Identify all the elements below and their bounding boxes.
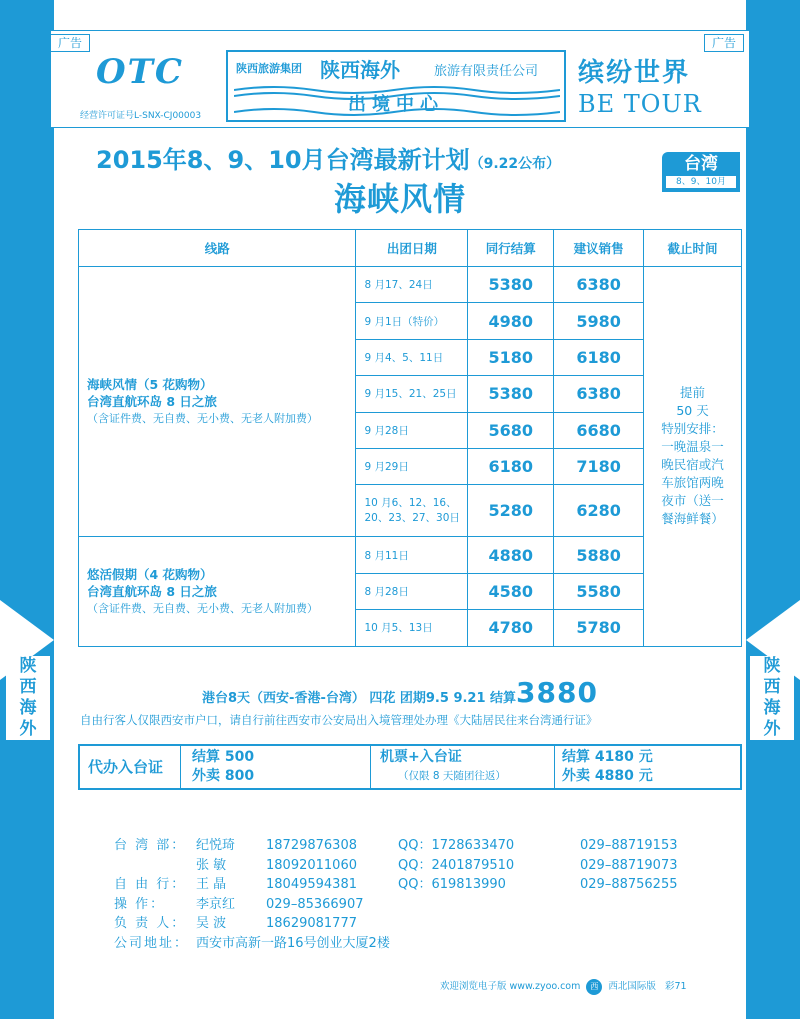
footer-logo-icon: 西	[586, 979, 602, 995]
footer-page-number: 彩71	[665, 981, 687, 992]
permit-divider	[370, 746, 371, 788]
retail-price: 5880	[554, 537, 644, 573]
group-name: 陕西旅游集团	[236, 62, 302, 75]
deadline-line: 车旅馆两晚	[661, 475, 724, 491]
contact-name: 王 晶	[196, 877, 227, 892]
departure-date: 8 月28日	[356, 573, 468, 609]
brand-name: 陕西海外	[320, 58, 400, 82]
trade-price: 5380	[468, 376, 554, 412]
title-date-note: （9.22公布）	[469, 156, 561, 172]
company-address: 西安市高新一路16号创业大厦2楼	[196, 935, 390, 951]
permit-price-block	[192, 748, 254, 786]
ad-tag-left: 广告	[50, 34, 90, 52]
route-1-cell	[79, 267, 356, 537]
departure-date: 9 月4、5、11日	[356, 339, 468, 375]
permit-box	[78, 744, 742, 790]
contact-name: 张 敏	[196, 857, 227, 873]
departure-date: 9 月28日	[356, 412, 468, 448]
header-route: 线路	[79, 230, 356, 267]
contact-name: 吴 波	[196, 916, 227, 931]
deadline-line: 夜市（送一	[661, 493, 724, 509]
retail-price: 7180	[554, 448, 644, 484]
permit-settle-price: 结算 500	[192, 749, 255, 765]
trade-price: 5680	[468, 412, 554, 448]
contact-qq: QQ：2401879510	[398, 857, 515, 873]
contact-qq: QQ：1728633470	[398, 838, 515, 853]
departure-date: 9 月15、21、25日	[356, 376, 468, 412]
permit-service-label: 代办入台证	[88, 758, 164, 776]
contact-tel: 029–88719073	[580, 857, 678, 873]
departure-date: 8 月17、24日	[356, 267, 468, 303]
departure-date: 9 月1日（特价）	[356, 303, 468, 339]
permit-sell-price: 外卖 800	[192, 768, 255, 784]
table-row	[79, 267, 742, 303]
deadline-cell	[644, 267, 742, 647]
header-deadline: 截止时间	[644, 230, 742, 267]
contact-phone: 18049594381	[266, 877, 357, 892]
page-subtitle: 海峡风情	[333, 180, 466, 218]
header-departure-date: 出团日期	[356, 230, 468, 267]
promo-text: 港台8天（西安-香港-台湾） 四花 团期9.5 9.21 结算	[202, 691, 517, 706]
route-1-tour: 台湾直航环岛 8 日之旅	[87, 394, 217, 410]
retail-price: 5780	[554, 610, 644, 646]
flight-permit-note: （仅限 8 天随团往返）	[398, 770, 506, 782]
route-1-note: （含证件费、无自费、无小费、无老人附加费）	[87, 412, 318, 426]
pricing-table	[78, 229, 742, 647]
route-1-name: 海峡风情（5 花购物）	[87, 377, 213, 393]
promo-price: 3880	[516, 676, 598, 709]
retail-price: 6380	[554, 376, 644, 412]
table-header-row	[79, 230, 742, 267]
trade-price: 5380	[468, 267, 554, 303]
contact-phone: 18092011060	[266, 857, 357, 873]
company-suffix: 旅游有限责任公司	[434, 64, 539, 79]
departure-date: 9 月29日	[356, 448, 468, 484]
trade-price: 4780	[468, 610, 554, 646]
page-title	[96, 140, 560, 175]
trade-price: 5180	[468, 339, 554, 375]
contact-label: 公司地址：	[114, 935, 190, 951]
retail-price: 6180	[554, 339, 644, 375]
departure-date-line: 10 月6、12、16、	[364, 496, 457, 509]
be-tour-english-logo: BE TOUR	[578, 90, 702, 118]
retail-price: 6280	[554, 485, 644, 537]
contact-tel: 029–88719153	[580, 838, 678, 853]
be-tour-chinese-logo: 缤纷世界	[578, 58, 691, 88]
region-badge-title: 台湾	[684, 154, 718, 174]
contact-name: 纪悦琦	[196, 838, 236, 853]
contact-phone: 18729876308	[266, 838, 357, 853]
ad-tag-right: 广告	[704, 34, 744, 52]
table-row	[79, 537, 742, 573]
flight-permit-sell-price: 外卖 4880 元	[562, 768, 653, 784]
header-trade-price: 同行结算	[468, 230, 554, 267]
promo-line	[0, 676, 800, 709]
trade-price: 4580	[468, 573, 554, 609]
retail-price: 6380	[554, 267, 644, 303]
company-logo-box	[226, 50, 566, 122]
departure-date	[356, 485, 468, 537]
right-blue-band	[746, 0, 800, 1019]
contact-phone: 029–85366907	[266, 896, 364, 912]
deadline-line: 一晚温泉一	[661, 439, 724, 455]
flight-permit-price-block	[562, 748, 653, 786]
retail-price: 6680	[554, 412, 644, 448]
title-main: 2015年8、9、10月台湾最新计划	[96, 146, 470, 174]
contact-tel: 029–88756255	[580, 877, 678, 892]
header-retail-price: 建议销售	[554, 230, 644, 267]
contact-label: 台 湾 部：	[114, 838, 187, 853]
permit-divider	[180, 746, 181, 788]
permit-divider	[554, 746, 555, 788]
retail-price: 5580	[554, 573, 644, 609]
left-blue-band	[0, 0, 54, 1019]
contact-name: 李京红	[196, 896, 236, 912]
trade-price: 5280	[468, 485, 554, 537]
contact-phone: 18629081777	[266, 916, 357, 931]
license-number: 经营许可证号L-SNX-CJ00003	[80, 111, 202, 121]
footer-edition: 西北国际版	[608, 981, 656, 992]
side-label-left: 陕 西 海 外	[6, 656, 50, 740]
retail-price: 5980	[554, 303, 644, 339]
trade-price: 6180	[468, 448, 554, 484]
route-2-cell	[79, 537, 356, 646]
contact-label: 负 责 人：	[114, 916, 187, 931]
deadline-line: 晚民宿或汽	[661, 457, 724, 473]
notice-line: 自由行客人仅限西安市户口，请自行前往西安市公安局出入境管理处办理《大陆居民往来台湾通行证》	[80, 713, 598, 727]
deadline-line: 提前	[680, 385, 706, 401]
footer-text: 欢迎浏览电子版 www.zyoo.com	[440, 981, 581, 992]
outbound-center-title: 出境中心	[348, 94, 444, 115]
side-label-right: 陕 西 海 外	[750, 656, 794, 740]
deadline-line: 餐海鲜餐）	[661, 511, 724, 527]
deadline-line: 50 天	[676, 403, 709, 419]
trade-price: 4880	[468, 537, 554, 573]
route-2-note: （含证件费、无自费、无小费、无老人附加费）	[87, 601, 318, 615]
departure-date-line: 20、23、27、30日	[364, 511, 460, 524]
departure-date: 8 月11日	[356, 537, 468, 573]
contact-qq: QQ：619813990	[398, 877, 506, 892]
region-badge-months: 8、9、10月	[666, 176, 736, 188]
otc-logo: OTC	[96, 52, 184, 92]
contact-label: 自 由 行：	[114, 877, 187, 892]
contact-label: 操 作：	[114, 896, 166, 912]
flight-permit-label: 机票+入台证	[380, 749, 462, 765]
footer	[440, 978, 687, 995]
route-2-tour: 台湾直航环岛 8 日之旅	[87, 583, 217, 599]
region-badge	[662, 152, 740, 192]
route-2-name: 悠活假期（4 花购物）	[87, 566, 213, 582]
trade-price: 4980	[468, 303, 554, 339]
departure-date: 10 月5、13日	[356, 610, 468, 646]
deadline-line: 特别安排：	[661, 421, 724, 437]
flight-permit-settle-price: 结算 4180 元	[562, 749, 653, 765]
